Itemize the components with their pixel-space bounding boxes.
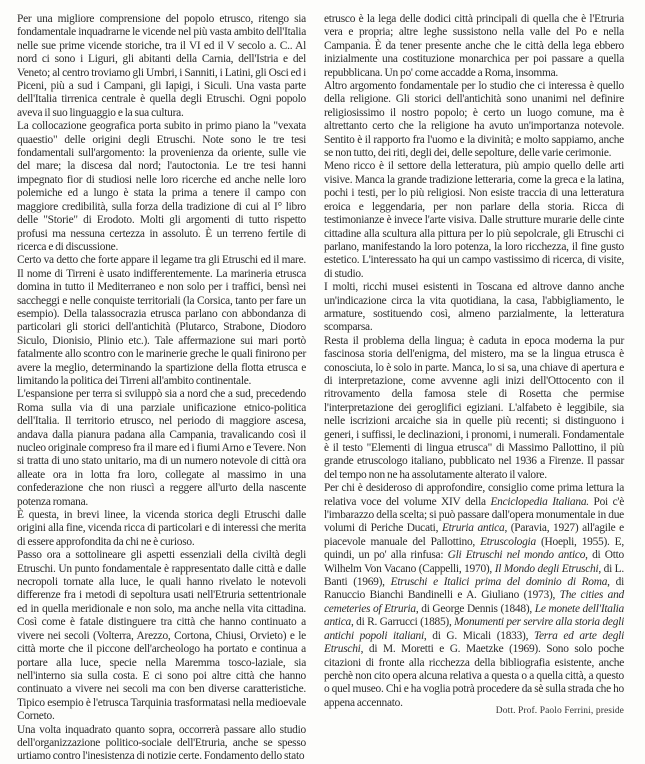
paragraph-literature-arts: Meno ricco è il settore della letteratura, più ampio quello delle arti visive. Manca la grande tradizione letteraria, come la greca e la latina, pochi i testi, per lo più religiosi. Non esiste traccia di una letteratura eroica e leggendaria, per non parlare della storia. Ricca di testimonianze è invece l'arte visiva. Dalle strutture murarie delle cinte cittadine alla scultura alla pittura per lo più sepolcrale, gli Etruschi ci parlano, manifestando la loro potenza, la loro ricchezza, il fine gusto estetico. L'interessato ha qui un campo vastissimo di ricerca, di visite, di studio. — [324, 160, 624, 280]
bib-title: Etruscologia — [480, 535, 536, 548]
bib-title: Monumenti per servire alla storia degli antichi popoli italiani — [324, 616, 624, 642]
bib-text: , di M. Moretti e G. Maetzke (1969). Sono solo poche citazioni di fronte alla ricchezza della bibliografia esistente, anche perchè non cito opera alcuna relativa a questa o a quella città, a questo o quel museo. Chi e ha voglia potrà procedere da sè sulla strada che ho appena accennato. — [324, 643, 624, 709]
paragraph-land-expansion: L'espansione per terra si sviluppò sia a nord che a sud, precedendo Roma sulla via di una parziale unificazione etnico-politica dell'Italia. Il territorio etrusco, nel periodo di maggiore ascesa, andava dalla pianura padana alla Campania, travalicando così il nucleo originale compreso fra il mare ed i fiumi Arno e Tevere. Non si tratta di uno stato unitario, ma di un numero notevole di città ora alleate ora in lotta fra loro, collegate al massimo in una confederazione che non riuscì a reggere all'urto della nascente potenza romana. — [17, 388, 306, 508]
paragraph-language: Resta il problema della lingua; è caduta in epoca moderna la pur fascinosa storia dell'enigma, del mistero, ma se la lingua etrusca è conosciuta, lo è solo in parte. Manca, lo si sa, una chiave di apertura e di interpretazione, come avvenne agli inizi dell'Ottocento con il ritrovamento della famosa stele di Rosetta che permise l'interpretazione dei geroglifici egiziani. L'alfabeto è leggibile, sia nelle iscrizioni arcaiche sia in quelle più recenti; si distinguono i generi, i suffissi, le declinazioni, i pronomi, i numerali. Fondamentale è il testo "Elementi di lingua etrusca" di Massimo Pallottino, il più grande etruscologo italiano, pubblicato nel 1936 a Firenze. Il passar del tempo non ne ha assolutamente alterato il valore. — [324, 334, 624, 481]
bib-title: Gli Etruschi nel mondo antico — [447, 549, 586, 562]
author-signature: Dott. Prof. Paolo Ferrini, preside — [495, 706, 624, 716]
paragraph-civilization: Passo ora a sottolineare gli aspetti essenziali della civiltà degli Etruschi. Un punto fondamentale è rappresentato dalle città e dalle necropoli tornate alla luce, le quali hanno rivelato le notevoli differenze fra i metodi di sepoltura usati nell'Etruria settentrionale ed in quella meridionale e non solo, ma anche nella vita cittadina. Così come è fatale distinguere tra città che hanno continuato a vivere nei secoli (Volterra, Arezzo, Cortona, Chiusi, Orvieto) e le città morte che il piccone dell'archeologo ha portato e continua a portare alla luce, specie nella Maremma tosco-laziale, sia nell'interno sia sulla costa. E ci sono poi altre città che hanno continuato a vivere nei secoli ma con ben diverse caratteristiche. Tipico esempio è l'etrusca Tarquinia trasformatasi nella medioevale Corneto. — [17, 549, 306, 723]
paragraph-intro: Per una migliore comprensione del popolo etrusco, ritengo sia fondamentale inquadrarne le vicende nel più vasta ambito dell'Italia nelle sue prime vicende storiche, tra il VI ed il V secolo a. C.. Al nord ci sono i Liguri, gli abitanti della Carnia, dell'Istria e del Veneto; al centro troviamo gli Umbri, i Sanniti, i Latini, gli Osci ed i Piceni, più a sud i Campani, gli Iapigi, i Siculi. Una vasta parte dell'Italia tirrenica centrale è quella degli Etruschi. Ogni popolo aveva il suo linguaggio e la sua cultura. — [17, 13, 306, 119]
paragraph-museums: I molti, ricchi musei esistenti in Toscana ed altrove danno anche un'indicazione circa la vita quotidiana, la casa, l'abbigliamento, le armature, sostituendo così, almeno parzialmente, la letteratura scomparsa. — [324, 281, 624, 334]
bib-text: , (Paravia, 1927) all'agile e piacevole manuale del Pallottino, — [324, 522, 624, 548]
bib-title: The cities and cemeteries of Etruria — [324, 589, 624, 615]
paragraph-sea: Certo va detto che forte appare il legame tra gli Etruschi ed il mare. Il nome di Tirreni è usato indifferentemente. La marineria etrusca domina in tutto il Mediterraneo e non solo per i traffici, bensì nei saccheggi e nelle conquiste territoriali (la Corsica, tanto per fare un esempio). Della talassocrazia etrusca parlano con abbondanza di particolari gli storici dell'antichità (Plutarco, Strabone, Diodoro Siculo, Dionisio, Plinio etc.). Tale affermazione sui mari portò fatalmente allo scontro con le marinerie greche le quali finirono per avere la meglio, determinando la spartizione della flotta etrusca e limitando la politica dei Tirreni all'ambito continentale. — [17, 254, 306, 387]
right-column — [324, 13, 624, 710]
paragraph-summary: È questa, in brevi linee, la vicenda storica degli Etruschi dalle origini alla fine, vicenda ricca di particolari e di interessi che merita di essere approfondita da chi ne è curioso. — [17, 509, 306, 548]
bib-title: Etruria antica — [441, 522, 505, 535]
bib-text: (Hoepli, 1955). E, quindi, un po' alla rinfusa: — [324, 535, 624, 562]
bib-title: Il Mondo degli Etruschi — [494, 562, 599, 575]
bib-title: Enciclopedia Italiana. — [490, 495, 589, 508]
paragraph-bibliography — [324, 482, 624, 710]
bib-text: , di Ranuccio Bianchi Bandinelli e A. Giuliano (1973), — [324, 576, 624, 602]
paragraph-religion: Altro argomento fondamentale per lo studio che ci interessa è quello della religione. Gli storici dell'antichità sono unanimi nel definire religiosissimo il nostro popolo; è certo un luogo comune, ma è altrettanto certo che la religione ha avuto un'importanza notevole. Sentito è il rapporto fra l'uomo e la divinità; e molto sappiamo, anche se non tutto, dei riti, degli dei, delle sepolture, delle varie cerimonie. — [324, 80, 624, 160]
bib-text: Poi c'è l'imbarazzo della scelta; si può passare dall'opera monumentale in due volumi di Periche Ducati, — [324, 495, 624, 535]
bib-title: Terra ed arte degli Etruschi — [324, 629, 624, 656]
bib-title: Etruschi e Italici prima del dominio di Roma — [390, 576, 608, 589]
bib-text: , di R. Garrucci (1885), — [350, 616, 455, 629]
paragraph-league: etrusco è la lega delle dodici città principali di quella che è l'Etruria vera e propria; altre leghe sussistono nella valle del Po e nella Campania. È da tener presente anche che le città della lega ebbero inizialmente una costituzione monarchica per poi passare a quella repubblicana. Un po' come accadde a Roma, insomma. — [324, 13, 624, 79]
left-column — [17, 13, 306, 764]
bib-text: , di L. Banti (1969), — [324, 562, 624, 589]
bib-text: Per chi è desideroso di approfondire, consiglio come prima lettura la relativa voce del volume XIV della — [324, 482, 624, 508]
bib-title: Le monete dell'Italia antica — [324, 602, 624, 629]
bib-text: , di Otto Wilhelm Von Vacano (Cappelli, 1970), — [324, 549, 624, 575]
bib-text: , di G. Micali (1833), — [423, 629, 534, 642]
paragraph-organization: Una volta inquadrato quanto sopra, occorrerà passare allo studio dell'organizzazione politico-sociale dell'Etruria, anche se spesso urtiamo contro l'inesistenza di notizie certe. Fondamento dello stato — [17, 723, 306, 763]
bib-text: , di George Dennis (1848), — [415, 602, 535, 615]
paragraph-origins: La collocazione geografica porta subito in primo piano la "vexata quaestio" delle origini degli Etruschi. Note sono le tre tesi fondamentali sull'argomento: la provenienza da oriente, sulle vie del mare; la discesa dal nord; l'autoctonia. Le tre tesi hanni impegnato fior di studiosi nelle loro ricerche ed anche nelle loro polemiche ed a lungo è stata la prima a tenere il campo con maggiore credibilità, sulla forza della tradizione di cui al I° libro delle "Storie" di Erodoto. Molti gli argomenti di tutto rispetto profusi ma nessuna certezza in assoluto. È un terreno fertile di ricerca e di discussione. — [17, 120, 306, 253]
